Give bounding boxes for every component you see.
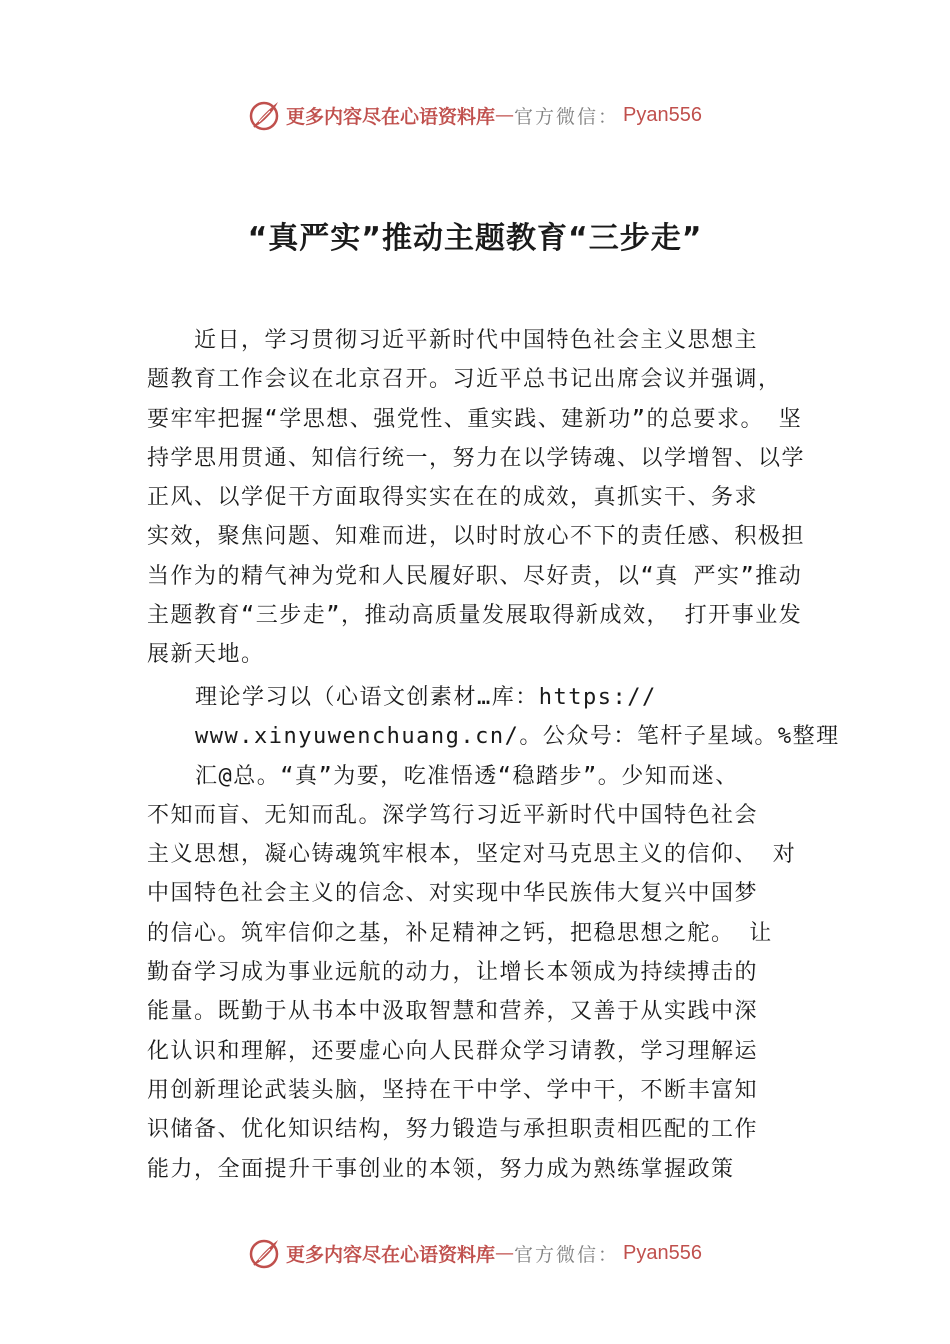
footer-wechat-id: Pyan556 <box>623 1241 702 1264</box>
paragraph-line: 勤奋学习成为事业远航的动力，让增长本领成为持续搏击的 <box>147 960 759 986</box>
paragraph-line: 正风、以学促干方面取得实实在在的成效，真抓实干、务求 <box>147 485 759 511</box>
footer-banner <box>0 1233 950 1273</box>
header-banner <box>0 95 950 135</box>
paragraph-line: 用创新理论武装头脑，坚持在干中学、学中干，不断丰富知 <box>147 1077 759 1103</box>
header-brand-text: 更多内容尽在心语资料库 <box>286 105 496 128</box>
quill-logo-icon <box>248 98 282 132</box>
paragraph-line: 题教育工作会议在北京召开。习近平总书记出席会议并强调， <box>147 367 782 393</box>
header-dash: — <box>495 104 515 126</box>
quill-logo-icon <box>248 1236 282 1270</box>
header-wechat-id: Pyan556 <box>623 103 702 126</box>
paragraph-line: 主义思想，凝心铸魂筑牢根本，坚定对马克思主义的信仰、 对 <box>147 842 797 868</box>
paragraph-line: 要牢牢把握“学思想、强党性、重实践、建新功”的总要求。 坚 <box>147 406 803 432</box>
document-title: “真严实”推动主题教育“三步走” <box>247 221 703 256</box>
footer-dash: — <box>495 1242 515 1264</box>
paragraph-line: 能力，全面提升干事创业的本领，努力成为熟练掌握政策 <box>147 1156 735 1182</box>
paragraph-line: 中国特色社会主义的信念、对实现中华民族伟大复兴中国梦 <box>147 881 759 907</box>
paragraph-line: 汇@总。“真”为要，吃准悟透“稳踏步”。少知而迷、 <box>195 763 739 789</box>
paragraph-line: 理论学习以（心语文创素材…库：https:// <box>195 685 657 710</box>
paragraph-line: 不知而盲、无知而乱。深学笃行习近平新时代中国特色社会 <box>147 802 759 828</box>
paragraph-line: 识储备、优化知识结构，努力锻造与承担职责相匹配的工作 <box>147 1117 759 1143</box>
paragraph-line: 当作为的精气神为党和人民履好职、尽好责，以“真 严实”推动 <box>147 563 803 589</box>
paragraph-line: www.xinyuwenchuang.cn/。公众号：笔杆子星域。%整理 <box>195 724 840 750</box>
paragraph-1 <box>147 321 832 675</box>
paragraph-line: 的信心。筑牢信仰之基，补足精神之钙，把稳思想之舵。 让 <box>147 920 773 946</box>
paragraph-line: 展新天地。 <box>147 642 265 668</box>
paragraph-line: 近日，学习贯彻习近平新时代中国特色社会主义思想主 <box>147 328 759 353</box>
footer-brand-text: 更多内容尽在心语资料库 <box>286 1243 496 1266</box>
paragraph-line: 能量。既勤于从书本中汲取智慧和营养，又善于从实践中深 <box>147 999 759 1025</box>
header-wechat-label: 官方微信： <box>514 105 620 128</box>
paragraph-line: 持学思用贯通、知信行统一，努力在以学铸魂、以学增智、以学 <box>147 445 806 471</box>
paragraph-line: 实效，聚焦问题、知难而进，以时时放心不下的责任感、积极担 <box>147 524 806 550</box>
footer-wechat-label: 官方微信： <box>514 1243 620 1266</box>
paragraph-line: 化认识和理解，还要虚心向人民群众学习请教，学习理解运 <box>147 1038 759 1064</box>
paragraph-line: 主题教育“三步走”，推动高质量发展取得新成效， 打开事业发 <box>147 603 803 629</box>
paragraph-2 <box>147 678 840 1189</box>
